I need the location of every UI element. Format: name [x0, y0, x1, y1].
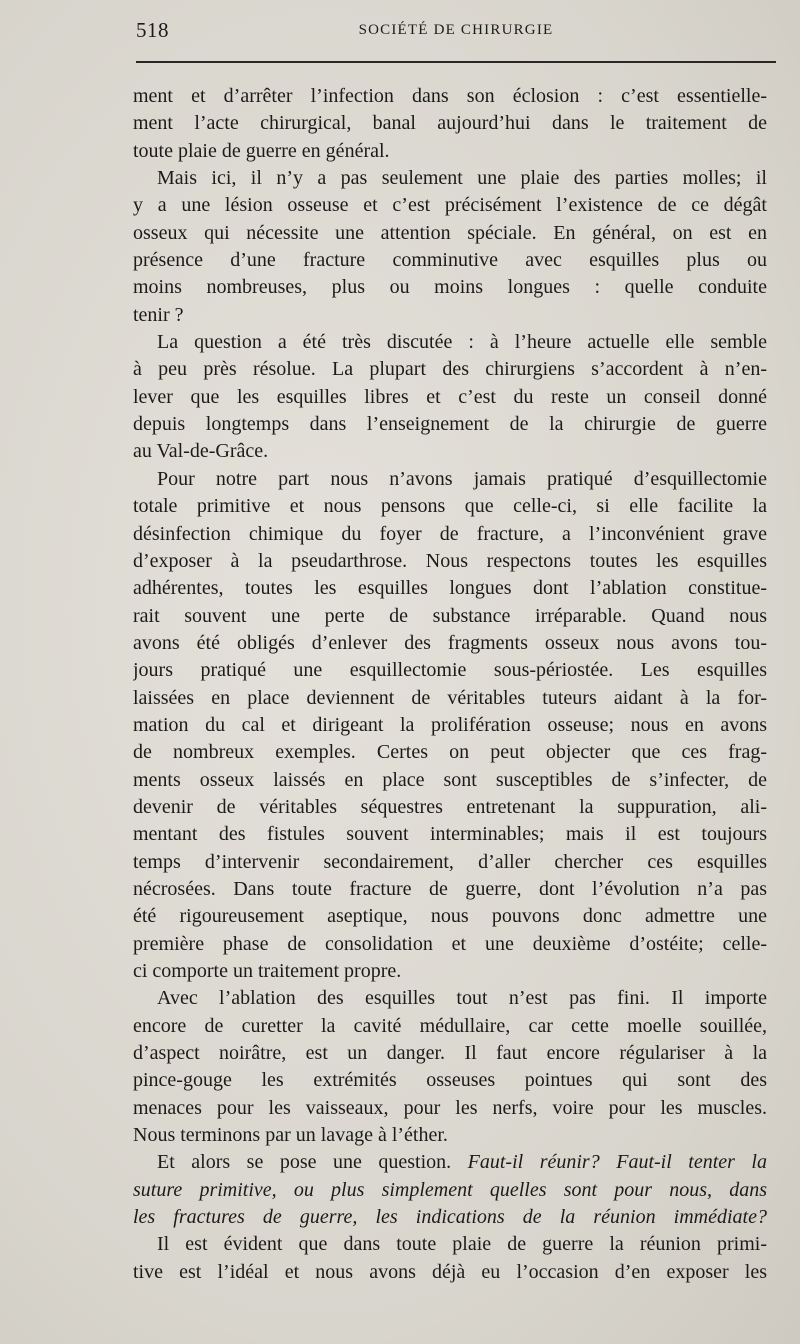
text-line [133, 767, 767, 794]
text-line-content: mation du cal et dirigeant la prolifération osseuse; nous en avons [133, 713, 767, 736]
text-line [133, 821, 767, 848]
text-line-content: d’aspect noirâtre, est un danger. Il faut encore régulariser à la [133, 1042, 767, 1065]
text-line [133, 521, 767, 548]
text-line-content: lever que les esquilles libres et c’est du reste un conseil donné [133, 385, 767, 408]
text-line-content: jours pratiqué une esquillectomie sous-périostée. Les esquilles [133, 659, 767, 682]
text-line [133, 165, 767, 192]
text-line [133, 575, 767, 602]
text-line-content: Mais ici, il n’y a pas seulement une plaie des parties molles; il [157, 167, 767, 190]
text-line-content: mentant des fistules souvent interminables; mais il est toujours [133, 823, 767, 846]
text-line-content: encore de curetter la cavité médullaire, car cette moelle souillée, [133, 1014, 767, 1037]
text-line [133, 1177, 767, 1204]
text-line [133, 712, 767, 739]
text-line-content: y a une lésion osseuse et c’est précisément l’existence de ce dégât [133, 194, 767, 217]
text-line-content: tenir ? [133, 303, 184, 326]
page-number: 518 [136, 18, 169, 42]
text-line [133, 356, 767, 383]
text-line [133, 302, 767, 329]
text-line-content: à peu près résolue. La plupart des chirurgiens s’accordent à n’en- [133, 358, 767, 381]
text-line-content: été rigoureusement aseptique, nous pouvons donc admettre une [133, 905, 767, 928]
text-line-content: totale primitive et nous pensons que celle-ci, si elle facilite la [133, 495, 767, 518]
text-line [133, 931, 767, 958]
text-line [133, 1259, 767, 1286]
text-line [133, 985, 767, 1012]
text-line-content: désinfection chimique du foyer de fracture, a l’inconvénient grave [133, 522, 767, 545]
text-line [133, 329, 767, 356]
text-line [133, 1013, 767, 1040]
text-line [133, 274, 767, 301]
text-line-content: adhérentes, toutes les esquilles longues dont l’ablation constitue- [133, 577, 767, 600]
text-line-content: Pour notre part nous n’avons jamais pratiqué d’esquillectomie [157, 467, 767, 490]
italic-text: les fractures de guerre, les indications de la réunion immédiate? [133, 1206, 767, 1229]
text-line-content: laissées en place deviennent de véritables tuteurs aidant à la for- [133, 686, 767, 709]
text-line-content: d’exposer à la pseudarthrose. Nous respectons toutes les esquilles [133, 549, 767, 572]
text-line [133, 603, 767, 630]
text-line [133, 83, 767, 110]
text-line [133, 1231, 767, 1258]
text-line [133, 438, 767, 465]
text-line [133, 548, 767, 575]
text-line-content: ci comporte un traitement propre. [133, 960, 402, 982]
text-line-content: rait souvent une perte de substance irréparable. Quand nous [133, 604, 767, 627]
text-line [133, 876, 767, 903]
text-line-content: avons été obligés d’enlever des fragments osseux nous avons tou- [133, 631, 767, 654]
text-line-content: nécrosées. Dans toute fracture de guerre, dont l’évolution n’a pas [133, 877, 767, 900]
text-line-content: Il est évident que dans toute plaie de guerre la réunion primi- [157, 1233, 767, 1256]
text-line [133, 192, 767, 219]
text-line-content: ment et d’arrêter l’infection dans son éclosion : c’est essentielle- [133, 85, 767, 107]
text-line-content: Nous terminons par un lavage à l’éther. [133, 1124, 448, 1147]
text-line [133, 110, 767, 137]
text-line-content: tive est l’idéal et nous avons déjà eu l’occasion d’en exposer les [133, 1260, 767, 1283]
text-line [133, 384, 767, 411]
italic-text: Faut-il réunir? Faut-il tenter la [451, 1151, 767, 1174]
text-line-content: de nombreux exemples. Certes on peut objecter que ces frag- [133, 741, 767, 764]
text-line-content: depuis longtemps dans l’enseignement de la chirurgie de guerre [133, 413, 767, 436]
text-line [133, 466, 767, 493]
text-line-content: La question a été très discutée : à l’heure actuelle elle semble [157, 331, 767, 354]
text-line-content: toute plaie de guerre en général. [133, 139, 390, 162]
text-line [133, 794, 767, 821]
text-line [133, 657, 767, 684]
text-line [133, 493, 767, 520]
text-line [133, 1122, 767, 1149]
italic-text: suture primitive, ou plus simplement quelles sont pour nous, dans [133, 1178, 767, 1201]
text-line [133, 1040, 767, 1067]
header-rule [136, 61, 776, 63]
text-line [133, 849, 767, 876]
text-line-content: Et alors se pose une question. [157, 1151, 452, 1174]
text-line-content: présence d’une fracture comminutive avec esquilles plus ou [133, 249, 767, 272]
text-line-content: pince-gouge les extrémités osseuses pointues qui sont des [133, 1069, 767, 1092]
text-line [133, 630, 767, 657]
text-line-content: osseux qui nécessite une attention spéciale. En général, on est en [133, 221, 767, 244]
running-head: SOCIÉTÉ DE CHIRURGIE [358, 22, 554, 38]
text-line-content: ments osseux laissés en place sont susceptibles de s’infecter, de [133, 768, 767, 791]
text-line [133, 739, 767, 766]
text-line-content: temps d’intervenir secondairement, d’aller chercher ces esquilles [133, 850, 767, 873]
text-line-content: moins nombreuses, plus ou moins longues : quelle conduite [133, 276, 767, 299]
text-line-content: au Val-de-Grâce. [133, 440, 269, 463]
text-line [133, 685, 767, 712]
text-line-content: ment l’acte chirurgical, banal aujourd’hui dans le traitement de [133, 112, 767, 135]
text-line [133, 903, 767, 930]
text-line [133, 220, 767, 247]
text-line [133, 1095, 767, 1122]
text-line [133, 1067, 767, 1094]
text-line [133, 247, 767, 274]
text-line [133, 411, 767, 438]
text-line [133, 1204, 767, 1231]
body-text [133, 83, 767, 1286]
text-line-content: première phase de consolidation et une deuxième d’ostéite; celle- [133, 932, 767, 955]
text-line-content: Avec l’ablation des esquilles tout n’est pas fini. Il importe [157, 987, 767, 1010]
text-line-content: menaces pour les vaisseaux, pour les nerfs, voire pour les muscles. [133, 1096, 767, 1119]
text-line [133, 958, 767, 985]
text-line-content: devenir de véritables séquestres entretenant la suppuration, ali- [133, 795, 767, 818]
text-line [133, 138, 767, 165]
text-line [133, 1149, 767, 1176]
